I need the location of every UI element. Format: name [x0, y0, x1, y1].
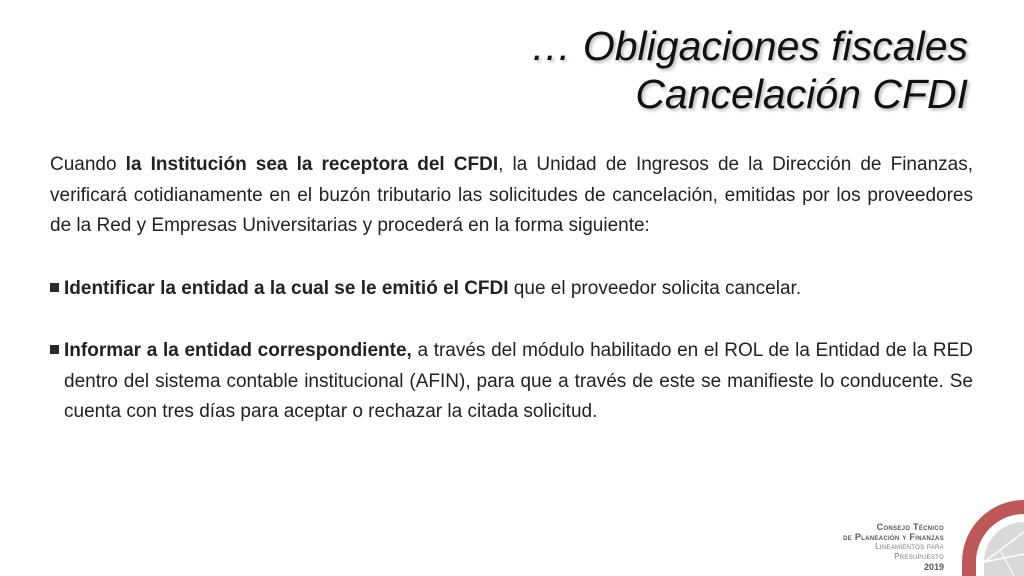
- logo-line-3: Lineamientos para Presupuesto: [875, 542, 944, 561]
- bullet-item-2: [50, 336, 973, 428]
- institution-logo-text: [824, 522, 944, 572]
- council-logo-icon: [944, 492, 1024, 576]
- square-bullet-icon: [50, 345, 59, 354]
- intro-text-2: , la Unidad de Ingresos de la Dirección de Finanzas, verificará cotidianamente en el buzón tributario las solicitudes de cancelación, emitidas por los proveedores de la Red y Empresas Universitarias y procederá en la forma siguiente:: [50, 154, 973, 236]
- slide-body: [50, 150, 973, 428]
- title-line-2: Cancelación CFDI: [635, 71, 968, 117]
- logo-line-1: Consejo Técnico: [876, 522, 944, 532]
- bullet-2-text: a través del módulo habilitado en el ROL de la Entidad de la RED dentro del sistema contable institucional (AFIN), para que a través de este se manifieste lo conducente. Se cuenta con tres días para aceptar o rechazar la citada solicitud.: [64, 340, 973, 422]
- intro-text-1: Cuando: [50, 154, 126, 175]
- bullet-1-text: que el proveedor solicita cancelar.: [508, 277, 802, 299]
- intro-bold: la Institución sea la receptora del CFDI: [125, 154, 499, 175]
- square-bullet-icon: [50, 283, 59, 292]
- slide-title: [530, 22, 968, 118]
- intro-paragraph: [50, 150, 973, 242]
- logo-line-2: de Planeación y Finanzas: [843, 532, 944, 542]
- bullet-item-1: [50, 274, 973, 305]
- title-line-1: … Obligaciones fiscales: [530, 23, 968, 69]
- bullet-2-bold: Informar a la entidad correspondiente,: [64, 340, 412, 361]
- logo-year: 2019: [923, 562, 944, 572]
- bullet-1-bold: Identificar la entidad a la cual se le emitió el CFDI: [64, 277, 509, 299]
